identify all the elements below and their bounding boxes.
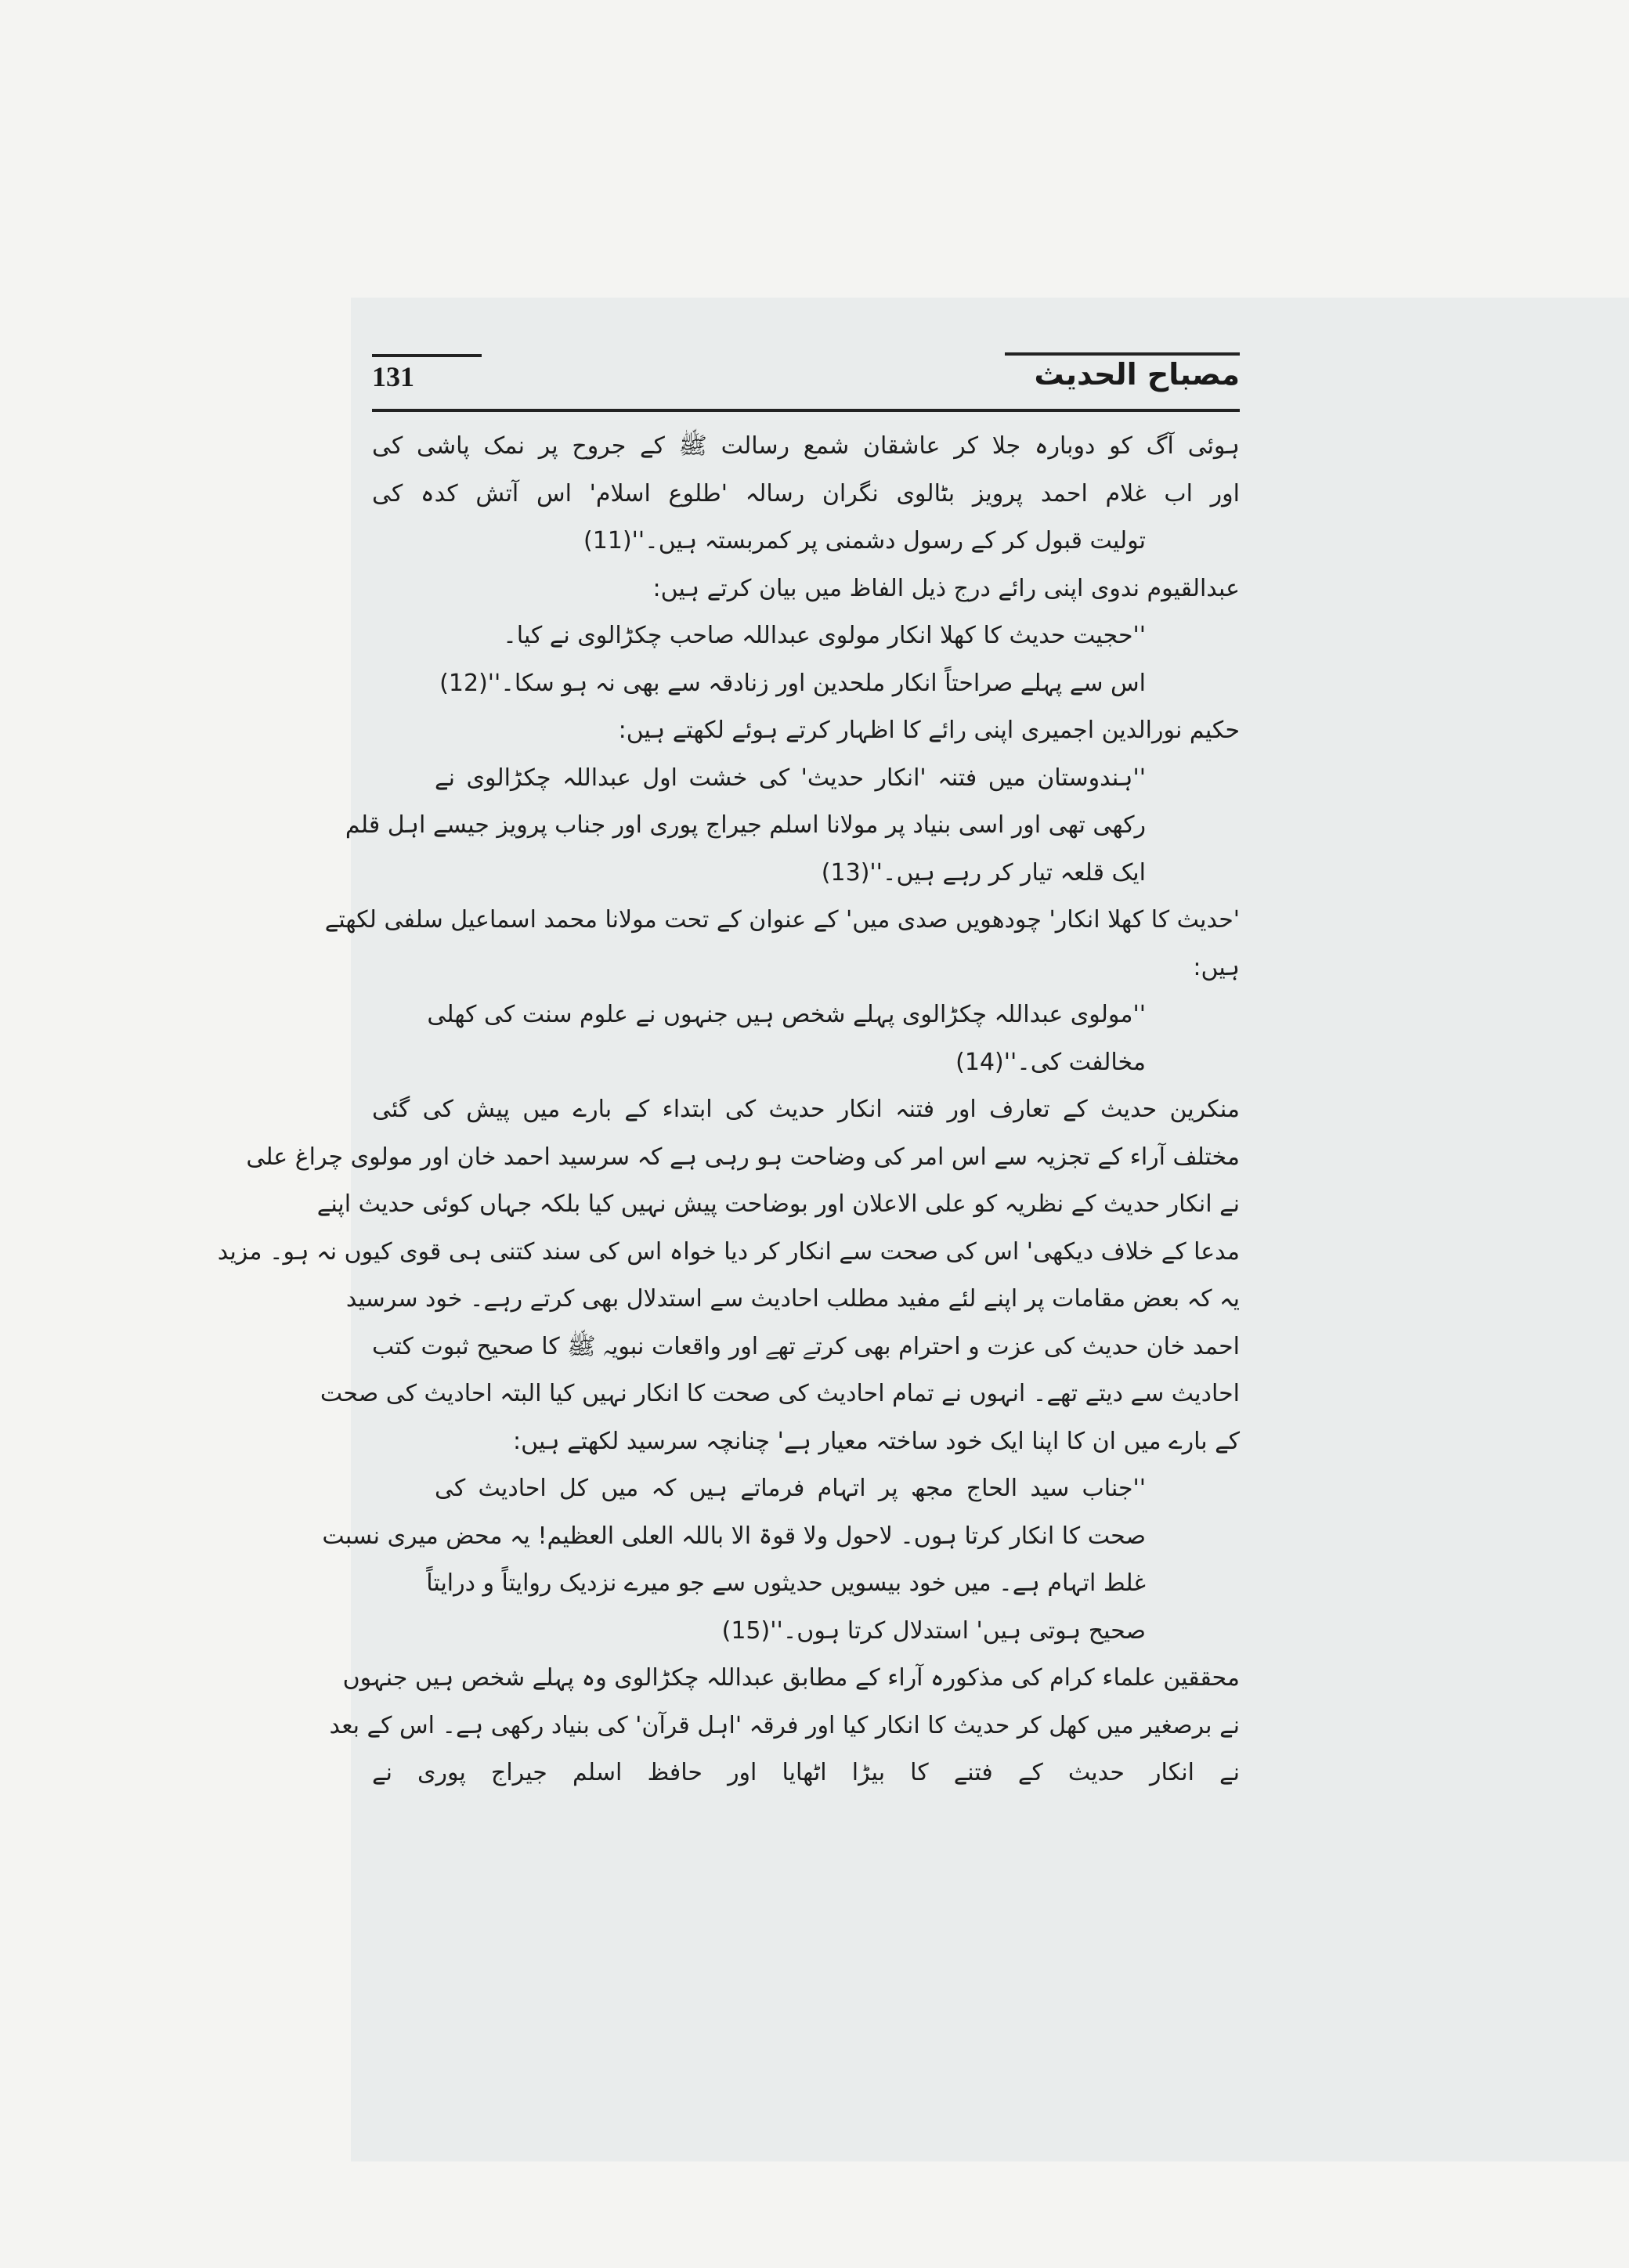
quote-line: غلط اتہام ہے۔ میں خود بیسویں حدیثوں سے جو میرے نزدیک روایتاً و درایتاً xyxy=(426,1569,1146,1597)
text-line: تولیت قبول کر کے رسول دشمنی پر کمربستہ ہیں۔''(11) xyxy=(583,527,1146,554)
text-line: یہ کہ بعض مقامات پر اپنے لئے مفید مطلب احادیث سے استدلال بھی کرتے رہے۔ خود سرسید xyxy=(345,1285,1240,1313)
quote-line: مخالفت کی۔''(14) xyxy=(955,1048,1146,1076)
text-line: احادیث سے دیتے تھے۔ انہوں نے تمام احادیث کی صحت کا انکار نہیں کیا البتہ احادیث کی صحت xyxy=(320,1380,1240,1407)
quote-line: رکھی تھی اور اسی بنیاد پر مولانا اسلم جیراج پوری اور جناب پرویز جیسے اہل قلم xyxy=(345,811,1146,839)
quote-line: ''ہندوستان میں فتنہ 'انکار حدیث' کی خشت اول عبداللہ چکڑالوی نے xyxy=(435,764,1146,792)
text-line: نے برصغیر میں کھل کر حدیث کا انکار کیا اور فرقہ 'اہل قرآن' کی بنیاد رکھی ہے۔ اس کے بعد xyxy=(329,1711,1240,1739)
quote-line: ''جناب سید الحاج مجھ پر اتہام فرماتے ہیں کہ میں کل احادیث کی xyxy=(435,1475,1146,1502)
text-line: ہوئی آگ کو دوبارہ جلا کر عاشقان شمع رسالت ﷺ کے جروح پر نمک پاشی کی xyxy=(372,432,1240,460)
quote-line: اس سے پہلے صراحتاً انکار ملحدین اور زنادقہ سے بھی نہ ہو سکا۔''(12) xyxy=(439,669,1146,697)
text-line: نے انکار حدیث کے نظریہ کو علی الاعلان اور بوضاحت پیش نہیں کیا بلکہ جہاں کوئی حدیث اپنے xyxy=(316,1190,1240,1218)
text-line: محققین علماء کرام کی مذکورہ آراء کے مطابق عبداللہ چکڑالوی وہ پہلے شخص ہیں جنہوں xyxy=(342,1664,1240,1692)
text-line: منکرین حدیث کے تعارف اور فتنہ انکار حدیث کی ابتداء کے بارے میں پیش کی گئی xyxy=(372,1096,1240,1123)
text-line: 'حدیث کا کھلا انکار' چودھویں صدی میں' کے عنوان کے تحت مولانا محمد اسماعیل سلفی لکھتے xyxy=(324,906,1240,934)
text-line: عبدالقیوم ندوی اپنی رائے درج ذیل الفاظ میں بیان کرتے ہیں: xyxy=(652,574,1240,602)
text-line: اور اب غلام احمد پرویز بٹالوی نگران رسالہ 'طلوع اسلام' اس آتش کدہ کی xyxy=(372,479,1240,507)
text-line-cut: نے انکار حدیث کے فتنے کا بیڑا اٹھایا اور حافظ اسلم جیراج پوری نے xyxy=(372,1759,1240,1786)
text-line: احمد خان حدیث کی عزت و احترام بھی کرتے تھے اور واقعات نبویہ ﷺ کا صحیح ثبوت کتب xyxy=(372,1332,1240,1360)
text-line: مدعا کے خلاف دیکھی' اس کی صحت سے انکار کر دیا خواہ اس کی سند کتنی ہی قوی کیوں نہ ہو۔ مزید xyxy=(217,1237,1240,1266)
text-line: حکیم نورالدین اجمیری اپنی رائے کا اظہار کرتے ہوئے لکھتے ہیں: xyxy=(618,717,1240,744)
quote-line: ''مولوی عبداللہ چکڑالوی پہلے شخص ہیں جنہوں نے علوم سنت کی کھلی xyxy=(427,1001,1146,1028)
text-line: کے بارے میں ان کا اپنا ایک خود ساختہ معیار ہے' چنانچہ سرسید لکھتے ہیں: xyxy=(513,1427,1240,1455)
quote-line: صحیح ہوتی ہیں' استدلال کرتا ہوں۔''(15) xyxy=(721,1616,1146,1645)
quote-line: صحت کا انکار کرتا ہوں۔ لاحول ولا قوۃ الا باللہ العلی العظیم! یہ محض میری نسبت xyxy=(322,1522,1146,1550)
page-number: 131 xyxy=(372,354,482,393)
text-line: مختلف آراء کے تجزیہ سے اس امر کی وضاحت ہو رہی ہے کہ سرسید احمد خان اور مولوی چراغ علی xyxy=(246,1143,1240,1171)
book-title: مصباح الحدیث xyxy=(1005,352,1240,392)
quote-line: ''حجیت حدیث کا کھلا انکار مولوی عبداللہ صاحب چکڑالوی نے کیا۔ xyxy=(503,622,1146,649)
header-rule xyxy=(372,409,1240,412)
quote-line: ایک قلعہ تیار کر رہے ہیں۔''(13) xyxy=(821,858,1146,887)
text-line: ہیں: xyxy=(1193,953,1240,981)
body-text xyxy=(217,423,1240,1895)
